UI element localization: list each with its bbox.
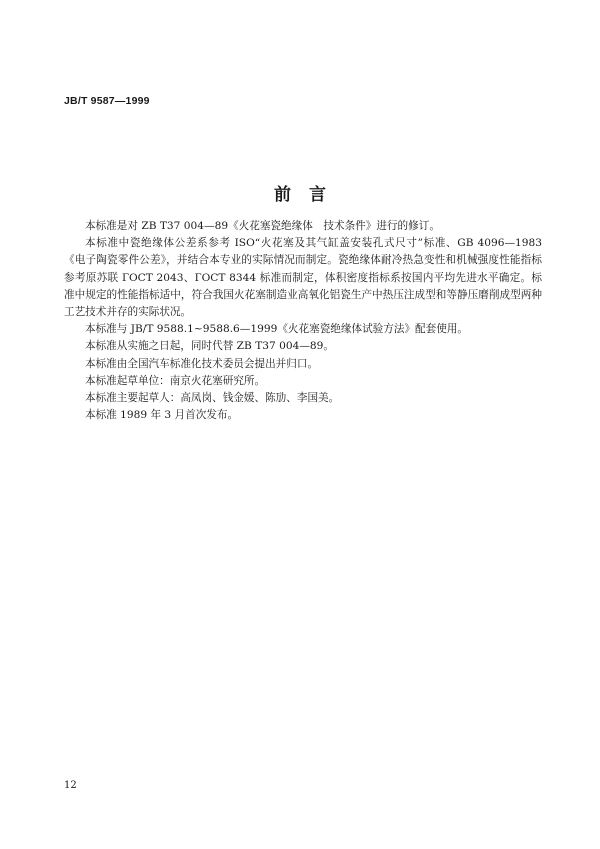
page-title: 前言: [274, 185, 344, 205]
document-code: JB/T 9587—1999: [64, 95, 150, 107]
paragraph-proposer: 本标准由全国汽车标准化技术委员会提出并归口。: [85, 357, 319, 370]
paragraph-companion-standard: 本标准与 JB/T 9588.1~9588.6—1999《火花塞瓷绝缘体试验方法》配套使用。: [85, 323, 469, 336]
preface-body: [64, 218, 542, 424]
paragraph-first-release: 本标准 1989 年 3 月首次发布。: [85, 409, 239, 422]
paragraph-drafting-unit: 本标准起草单位：南京火花塞研究所。: [85, 374, 266, 387]
page-number: 12: [64, 780, 77, 791]
paragraph-revision: 本标准是对 ZB T37 004—89《火花塞瓷绝缘体 技术条件》进行的修订。: [85, 220, 440, 232]
paragraph-drafters: 本标准主要起草人：高凤岗、钱金媛、陈劢、李国美。: [85, 392, 340, 405]
paragraph-basis: 本标准中瓷绝缘体公差系参考 ISO“火花塞及其气缸盖安装孔式尺寸”标准、GB 4096—1983《电子陶瓷零件公差》，并结合本专业的实际情况而制定。瓷绝缘体耐冷热急变性和机械强度性能指标参考原苏联 ГОСТ 2043、ГОСТ 8344 标准而制定，体积密度指标系按国内平均先进水平确定。标准中规定的性能指标适中，符合我国火花塞制造业高氧化铝瓷生产中热压注成型和等静压磨削成型两种工艺技术并存的实际状况。: [64, 237, 542, 319]
paragraph-replacement: 本标准从实施之日起，同时代替 ZB T37 004—89。: [85, 340, 334, 353]
